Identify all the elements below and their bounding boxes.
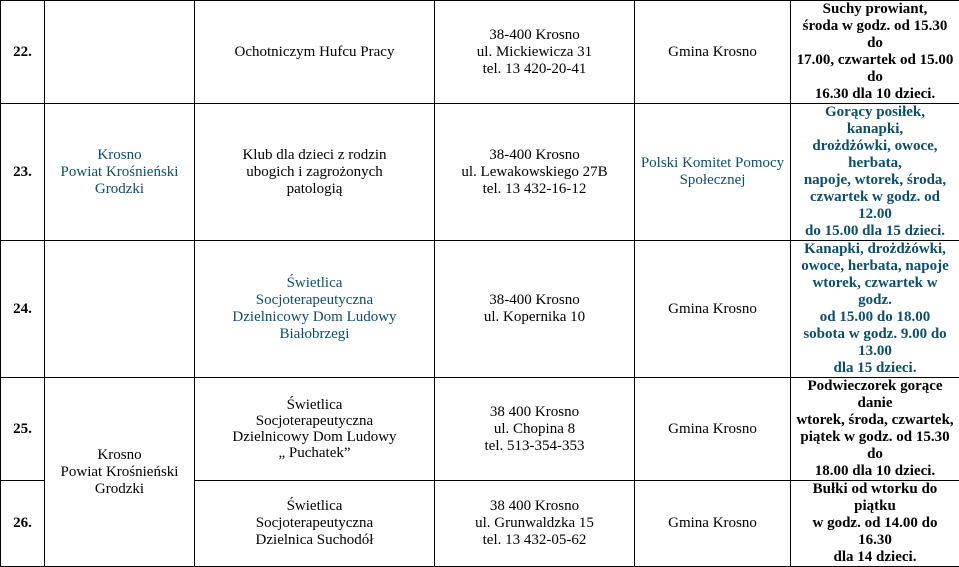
org-cell: Polski Komitet Pomocy Społecznej <box>635 104 791 241</box>
location-cell <box>45 241 195 378</box>
name-cell: Klub dla dzieci z rodzin ubogich i zagrożonych patologią <box>195 104 435 241</box>
location-cell: Krosno Powiat Krośnieński Grodzki <box>45 104 195 241</box>
row-number: 26. <box>1 481 45 567</box>
address-cell: 38-400 Krosno ul. Kopernika 10 <box>435 241 635 378</box>
name-cell: Świetlica Socjoterapeutyczna Dzielnicowy Dom Ludowy Białobrzegi <box>195 241 435 378</box>
name-cell: Ochotniczym Hufcu Pracy <box>195 1 435 104</box>
org-cell: Gmina Krosno <box>635 481 791 567</box>
row-number: 24. <box>1 241 45 378</box>
org-cell: Gmina Krosno <box>635 1 791 104</box>
address-cell: 38 400 Krosno ul. Chopina 8 tel. 513-354-353 <box>435 378 635 481</box>
location-cell: Krosno Powiat Krośnieński Grodzki <box>45 378 195 567</box>
location-cell <box>45 1 195 104</box>
row-number: 23. <box>1 104 45 241</box>
address-cell: 38-400 Krosno ul. Lewakowskiego 27B tel. 13 432-16-12 <box>435 104 635 241</box>
address-cell: 38-400 Krosno ul. Mickiewicza 31 tel. 13 420-20-41 <box>435 1 635 104</box>
table-row <box>1 378 959 481</box>
row-number: 22. <box>1 1 45 104</box>
description-cell: Kanapki, drożdżówki, owoce, herbata, napoje wtorek, czwartek w godz. od 15.00 do 18.00 sobota w godz. 9.00 do 13.00 dla 15 dzieci. <box>791 241 959 378</box>
table-row <box>1 104 959 241</box>
name-cell: Świetlica Socjoterapeutyczna Dzielnica Suchodół <box>195 481 435 567</box>
description-cell: Gorący posiłek, kanapki, drożdżówki, owoce, herbata, napoje, wtorek, środa, czwartek w godz. od 12.00 do 15.00 dla 15 dzieci. <box>791 104 959 241</box>
org-cell: Gmina Krosno <box>635 241 791 378</box>
description-cell: Bułki od wtorku do piątku w godz. od 14.00 do 16.30 dla 14 dzieci. <box>791 481 959 567</box>
description-cell: Suchy prowiant, środa w godz. od 15.30 do 17.00, czwartek od 15.00 do 16.30 dla 10 dzieci. <box>791 1 959 104</box>
row-number: 25. <box>1 378 45 481</box>
table-row <box>1 241 959 378</box>
table-row <box>1 1 959 104</box>
org-cell: Gmina Krosno <box>635 378 791 481</box>
address-cell: 38 400 Krosno ul. Grunwaldzka 15 tel. 13 432-05-62 <box>435 481 635 567</box>
name-cell: Świetlica Socjoterapeutyczna Dzielnicowy Dom Ludowy „ Puchatek” <box>195 378 435 481</box>
description-cell: Podwieczorek gorące danie wtorek, środa, czwartek, piątek w godz. od 15.30 do 18.00 dla 10 dzieci. <box>791 378 959 481</box>
